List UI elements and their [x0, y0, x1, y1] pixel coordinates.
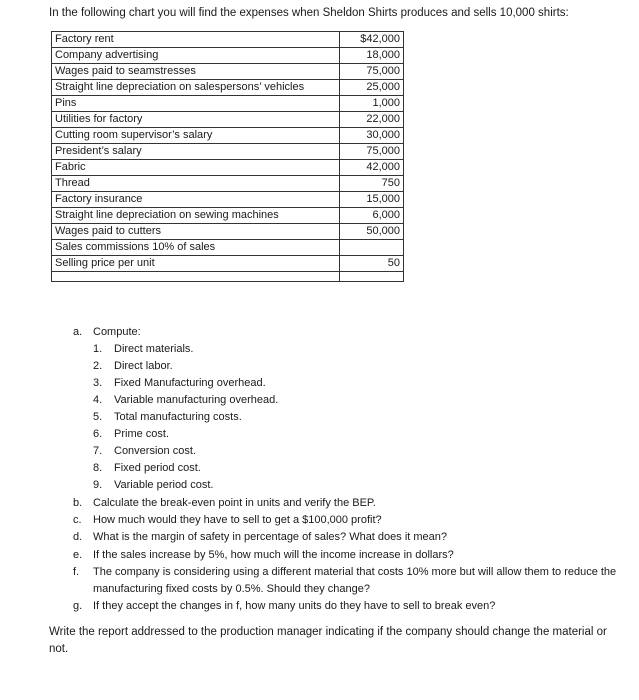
expense-item: Sales commissions 10% of sales	[52, 240, 340, 256]
expense-amount: 75,000	[340, 64, 404, 80]
expense-item: Fabric	[52, 160, 340, 176]
question-e	[73, 547, 633, 564]
question-c	[73, 512, 633, 529]
expense-item: Factory insurance	[52, 192, 340, 208]
item-text: Direct materials.	[114, 343, 194, 355]
item-number: 5.	[93, 411, 103, 423]
table-row	[52, 96, 404, 112]
expense-amount: $42,000	[340, 32, 404, 48]
expense-amount	[340, 240, 404, 256]
item-number: 7.	[93, 445, 103, 457]
list-item	[73, 426, 278, 443]
table-row	[52, 224, 404, 240]
table-row	[52, 256, 404, 272]
question-b	[73, 495, 633, 512]
question-text: How much would they have to sell to get a $100,000 profit?	[93, 514, 382, 527]
expense-item: Factory rent	[52, 32, 340, 48]
list-item	[73, 358, 278, 375]
expense-amount: 1,000	[340, 96, 404, 112]
item-text: Total manufacturing costs.	[114, 411, 242, 423]
item-number: 4.	[93, 394, 103, 406]
question-text: Compute:	[93, 326, 141, 338]
item-number: 6.	[93, 428, 103, 440]
question-label: b.	[73, 497, 83, 509]
question-text: If they accept the changes in f, how many units do they have to sell to break even?	[93, 600, 496, 613]
list-item	[73, 375, 278, 392]
expense-item: Company advertising	[52, 48, 340, 64]
table-row	[52, 128, 404, 144]
table-row	[52, 208, 404, 224]
expense-amount: 50	[340, 256, 404, 272]
expense-amount: 42,000	[340, 160, 404, 176]
list-item	[73, 392, 278, 409]
table-row	[52, 240, 404, 256]
question-label: d.	[73, 531, 83, 544]
empty-cell	[52, 272, 340, 282]
table-row-empty	[52, 272, 404, 282]
expense-amount: 18,000	[340, 48, 404, 64]
table-row	[52, 176, 404, 192]
expense-item: Straight line depreciation on salespersons’ vehicles	[52, 80, 340, 96]
item-text: Direct labor.	[114, 360, 173, 372]
expense-amount: 50,000	[340, 224, 404, 240]
item-text: Conversion cost.	[114, 445, 196, 457]
question-label: a.	[73, 326, 83, 338]
table-row	[52, 80, 404, 96]
table-row	[52, 144, 404, 160]
report-instruction: Write the report addressed to the production manager indicating if the company should change the material or not.	[49, 626, 607, 655]
item-number: 2.	[93, 360, 103, 372]
expense-amount: 15,000	[340, 192, 404, 208]
question-d	[73, 529, 633, 546]
item-text: Fixed period cost.	[114, 462, 201, 474]
expense-amount: 22,000	[340, 112, 404, 128]
list-item	[73, 443, 278, 460]
item-text: Variable period cost.	[114, 479, 214, 491]
table-row	[52, 64, 404, 80]
expense-amount: 75,000	[340, 144, 404, 160]
expense-item: Pins	[52, 96, 340, 112]
expense-item: Straight line depreciation on sewing machines	[52, 208, 340, 224]
expense-item: Cutting room supervisor’s salary	[52, 128, 340, 144]
item-text: Variable manufacturing overhead.	[114, 394, 279, 406]
question-f	[73, 564, 633, 598]
list-item	[73, 341, 278, 358]
expense-amount: 25,000	[340, 80, 404, 96]
questions-list	[73, 495, 633, 615]
list-item	[73, 477, 278, 494]
table-row	[52, 112, 404, 128]
table-row	[52, 160, 404, 176]
table-row	[52, 192, 404, 208]
question-g	[73, 598, 633, 615]
list-item	[73, 409, 278, 426]
table-row	[52, 32, 404, 48]
question-text: Calculate the break-even point in units and verify the BEP.	[93, 497, 376, 509]
expenses-table	[51, 31, 404, 282]
expense-amount: 6,000	[340, 208, 404, 224]
question-a	[73, 324, 278, 494]
empty-cell	[340, 272, 404, 282]
question-text: The company is considering using a different material that costs 10% more but will allow them to reduce the manufacturing fixed costs by 0.5%. Should they change?	[93, 565, 617, 596]
question-label: c.	[73, 514, 82, 527]
expense-item: President’s salary	[52, 144, 340, 160]
question-text: If the sales increase by 5%, how much will the income increase in dollars?	[93, 548, 454, 561]
expense-item: Selling price per unit	[52, 256, 340, 272]
item-number: 3.	[93, 377, 103, 389]
question-text: What is the margin of safety in percentage of sales? What does it mean?	[93, 531, 448, 544]
item-number: 9.	[93, 479, 103, 491]
item-number: 8.	[93, 462, 103, 474]
expense-amount: 30,000	[340, 128, 404, 144]
item-text: Fixed Manufacturing overhead.	[114, 377, 266, 389]
expense-item: Utilities for factory	[52, 112, 340, 128]
question-label: f.	[73, 565, 80, 578]
question-label: g.	[73, 600, 83, 613]
item-text: Prime cost.	[114, 428, 170, 440]
expense-item: Thread	[52, 176, 340, 192]
expense-item: Wages paid to seamstresses	[52, 64, 340, 80]
intro-text: In the following chart you will find the expenses when Sheldon Shirts produces and sells 10,000 shirts:	[49, 7, 569, 19]
table-row	[52, 48, 404, 64]
expense-item: Wages paid to cutters	[52, 224, 340, 240]
item-number: 1.	[93, 343, 103, 355]
list-item	[73, 460, 278, 477]
question-label: e.	[73, 548, 83, 561]
expense-amount: 750	[340, 176, 404, 192]
